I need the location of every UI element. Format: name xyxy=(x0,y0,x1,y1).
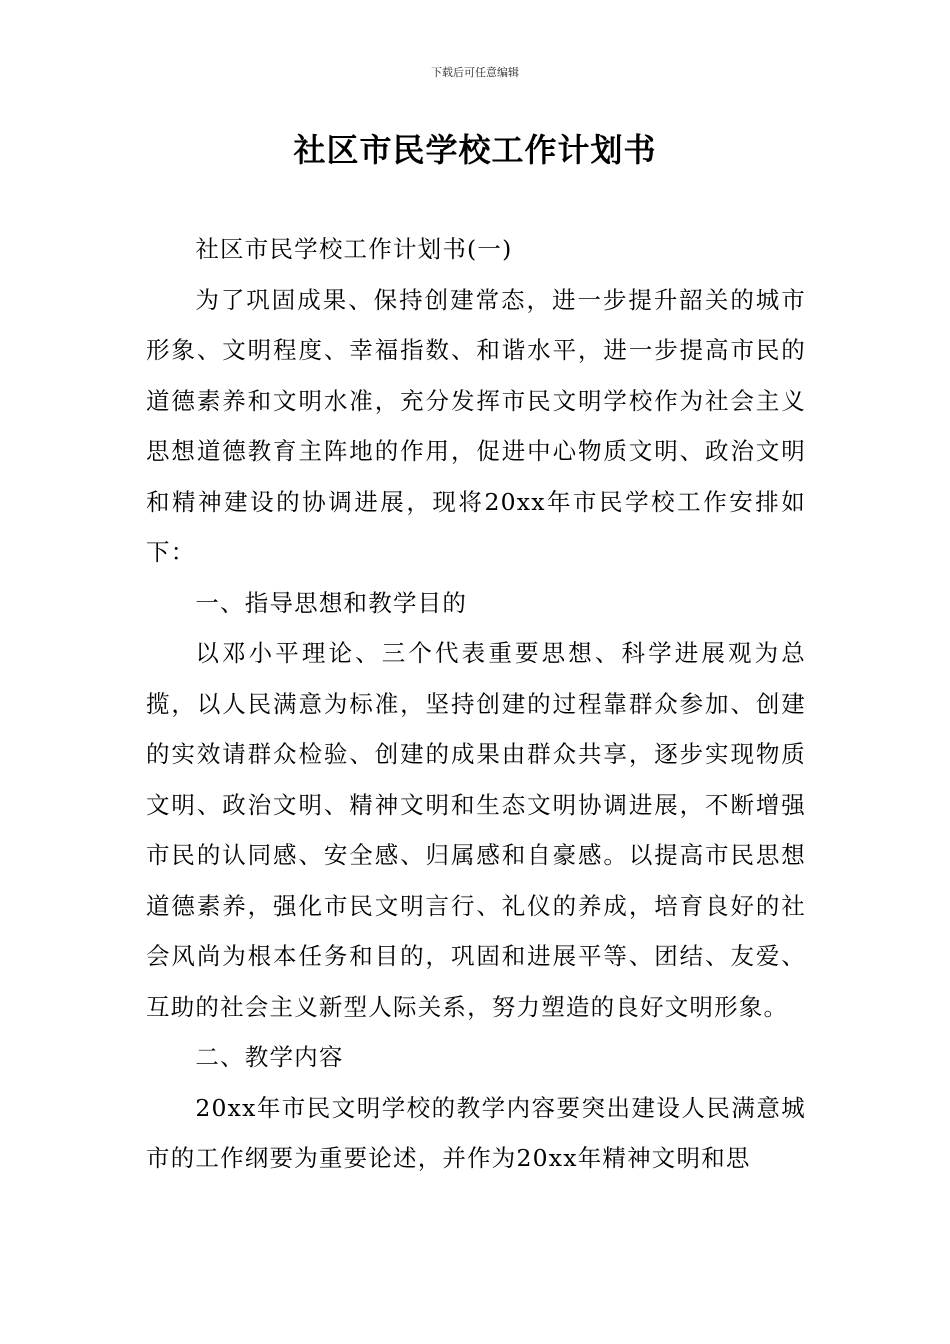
document-body xyxy=(146,224,806,1184)
section-heading-guiding-thought: 一、指导思想和教学目的 xyxy=(195,588,468,617)
document-title: 社区市民学校工作计划书 xyxy=(293,131,657,169)
teaching-content-paragraph: 20xx年市民文明学校的教学内容要突出建设人民满意城市的工作纲要为重要论述，并作为20xx年精神文明和思 xyxy=(146,1093,806,1172)
intro-paragraph: 为了巩固成果、保持创建常态，进一步提升韶关的城市形象、文明程度、幸福指数、和谐水平，进一步提高市民的道德素养和文明水准，充分发挥市民文明学校作为社会主义思想道德教育主阵地的作用，促进中心物质文明、政治文明和精神建设的协调进展，现将20xx年市民学校工作安排如下： xyxy=(146,285,806,566)
guiding-thought-paragraph: 以邓小平理论、三个代表重要思想、科学进展观为总揽，以人民满意为标准，坚持创建的过程靠群众参加、创建的实效请群众检验、创建的成果由群众共享，逐步实现物质文明、政治文明、精神文明和生态文明协调进展，不断增强市民的认同感、安全感、归属感和自豪感。以提高市民思想道德素养，强化市民文明言行、礼仪的养成，培育良好的社会风尚为根本任务和目的，巩固和进展平等、团结、友爱、互助的社会主义新型人际关系，努力塑造的良好文明形象。 xyxy=(146,639,806,1021)
header-note: 下载后可任意编辑 xyxy=(431,66,519,79)
subtitle-paragraph: 社区市民学校工作计划书(一) xyxy=(195,235,513,263)
section-heading-teaching-content: 二、教学内容 xyxy=(195,1043,344,1071)
